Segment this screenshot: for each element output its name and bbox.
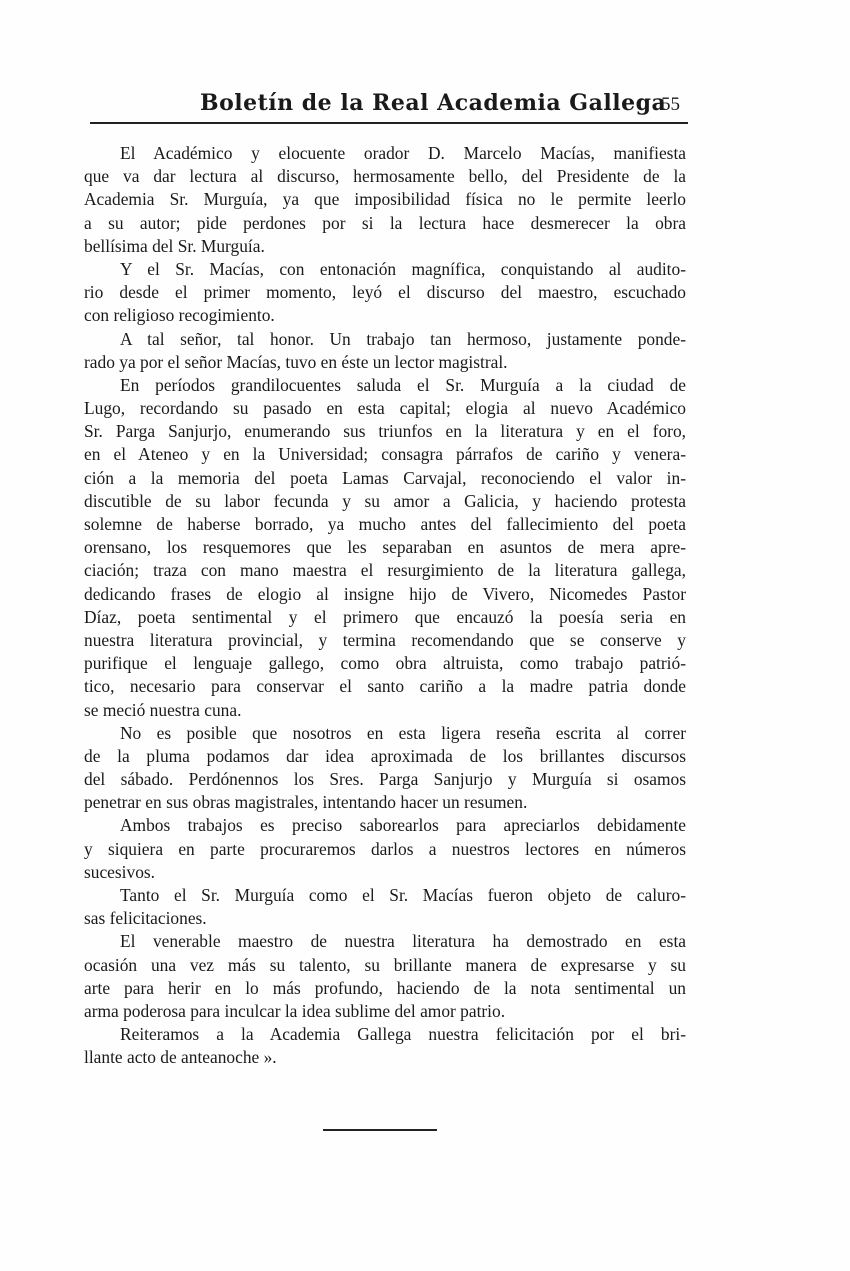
text-line: se meció nuestra cuna. [84,699,242,720]
text-line: de la pluma podamos dar idea aproximada de los brillantes discursos [84,745,686,766]
text-line: Tanto el Sr. Murguía como el Sr. Macías fueron objeto de caluro- [120,885,686,905]
text-line: solemne de haberse borrado, ya mucho antes del fallecimiento del poeta [84,514,686,534]
text-line: del sábado. Perdónennos los Sres. Parga Sanjurjo y Murguía si osamos [84,769,686,790]
text-line: bellísima del Sr. Murguía. [84,235,265,256]
page-number: 55 [661,94,680,115]
running-header [90,88,688,122]
paragraph [84,258,686,328]
paragraph [84,328,686,374]
text-line: rado ya por el señor Macías, tuvo en éste un lector magistral. [84,351,508,372]
text-line: penetrar en sus obras magistrales, intentando hacer un resumen. [84,792,528,813]
text-line: El Académico y elocuente orador D. Marcelo Macías, manifiesta [120,143,686,163]
paragraph [84,142,686,258]
paragraph [84,1023,686,1069]
text-line: llante acto de anteanoche ». [84,1047,277,1068]
header-rule [90,122,688,124]
paragraph [84,374,686,722]
text-line: con religioso recogimiento. [84,305,275,326]
end-rule [323,1129,437,1131]
text-line: a su autor; pide perdones por si la lectura hace desmerecer la obra [84,212,686,233]
text-line: A tal señor, tal honor. Un trabajo tan hermoso, justamente ponde- [120,328,686,349]
text-line: Ambos trabajos es preciso saborearlos para apreciarlos debidamente [120,815,686,836]
text-line: orensano, los resquemores que les separaban en asuntos de mera apre- [84,537,686,558]
paragraph [84,884,686,930]
text-line: dedicando frases de elogio al insigne hijo de Vivero, Nicomedes Pastor [84,583,686,604]
text-line: Sr. Parga Sanjurjo, enumerando sus triunfos en la literatura y en el foro, [84,421,686,442]
text-line: Díaz, poeta sentimental y el primero que encauzó la poesía seria en [84,606,686,627]
text-line: sucesivos. [84,861,156,882]
text-line: arma poderosa para inculcar la idea sublime del amor patrio. [84,1000,506,1021]
text-line: nuestra literatura provincial, y termina recomendando que se conserve y [84,629,686,650]
paragraph [84,814,686,884]
article-body [84,142,686,1070]
text-line: El venerable maestro de nuestra literatura ha demostrado en esta [120,931,686,952]
paragraph [84,722,686,815]
text-line: que va dar lectura al discurso, hermosamente bello, del Presidente de la [84,166,686,187]
text-line: arte para herir en lo más profundo, haciendo de la nota sentimental un [84,977,686,998]
text-line: y siquiera en parte procuraremos darlos a nuestros lectores en números [84,838,686,859]
text-line: discutible de su labor fecunda y su amor a Galicia, y haciendo protesta [84,490,686,511]
text-line: Lugo, recordando su pasado en esta capital; elogia al nuevo Académico [84,398,686,419]
text-line: No es posible que nosotros en esta ligera reseña escrita al correr [120,722,686,743]
journal-title: Boletín de la Real Academia Gallega [200,90,667,116]
text-line: rio desde el primer momento, leyó el discurso del maestro, escuchado [84,282,686,303]
text-line: Y el Sr. Macías, con entonación magnífica, conquistando al audito- [120,258,686,279]
text-line: sas felicitaciones. [84,908,207,929]
paragraph [84,930,686,1023]
text-line: En períodos grandilocuentes saluda el Sr. Murguía a la ciudad de [120,374,686,395]
text-line: tico, necesario para conservar el santo cariño a la madre patria donde [84,676,686,697]
text-line: Reiteramos a la Academia Gallega nuestra felicitación por el bri- [120,1024,686,1045]
text-line: ción a la memoria del poeta Lamas Carvajal, reconociendo el valor in- [84,467,686,488]
text-line: ocasión una vez más su talento, su brillante manera de expresarse y su [84,954,686,975]
text-line: purifique el lenguaje gallego, como obra altruista, como trabajo patrió- [84,653,686,674]
text-line: Academia Sr. Murguía, ya que imposibilidad física no le permite leerlo [84,189,686,210]
text-line: en el Ateneo y en la Universidad; consagra párrafos de cariño y venera- [84,444,686,465]
text-line: ciación; traza con mano maestra el resurgimiento de la literatura gallega, [84,560,686,581]
